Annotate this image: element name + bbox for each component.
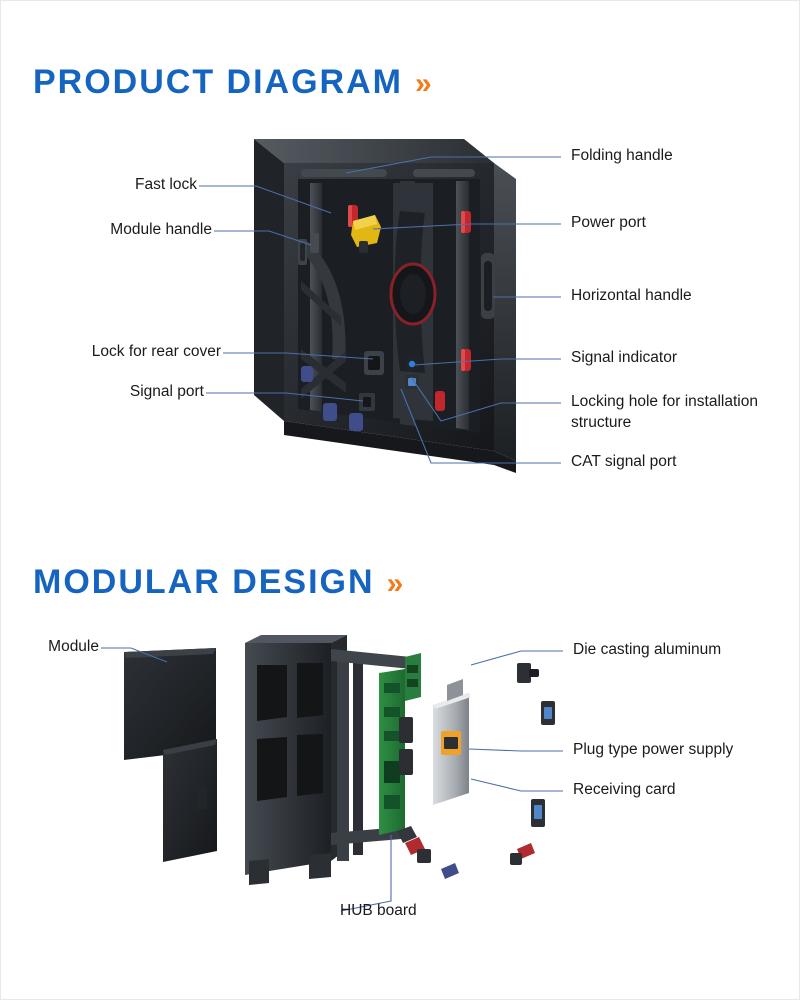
callout-power-port: Power port — [571, 214, 646, 231]
horizontal-handle-part — [481, 253, 495, 319]
callout-signal-indicator: Signal indicator — [571, 349, 677, 366]
callout-module-handle: Module handle — [110, 221, 212, 238]
callout-die-casting-aluminum: Die casting aluminum — [573, 641, 722, 658]
callout-horizontal-handle: Horizontal handle — [571, 287, 692, 304]
callout-plug-type-power-supply: Plug type power supply — [573, 741, 734, 758]
product-diagram-illustration — [1, 121, 800, 521]
section-title-text: MODULAR DESIGN — [33, 563, 375, 601]
power-supply-part — [433, 679, 471, 805]
section-title-product-diagram — [33, 63, 432, 102]
led-module-parts — [124, 648, 217, 862]
callout-cat-signal-port: CAT signal port — [571, 453, 677, 470]
modular-design-illustration — [1, 621, 800, 961]
product-sheet — [1, 1, 800, 1001]
callout-hub-board: HUB board — [340, 902, 417, 919]
callout-signal-port: Signal port — [129, 383, 204, 400]
callout-folding-handle: Folding handle — [571, 147, 673, 164]
receiving-card-part — [405, 653, 421, 701]
callout-module: Module — [48, 638, 99, 655]
callout-receiving-card: Receiving card — [573, 781, 676, 798]
callout-fast-lock: Fast lock — [134, 176, 197, 193]
rear-cover-lock-part — [364, 351, 384, 375]
chevron-right-icon: » — [414, 66, 432, 100]
signal-indicator-part — [406, 357, 418, 371]
section-title-text: PRODUCT DIAGRAM — [33, 63, 403, 101]
section-title-modular-design — [33, 563, 403, 602]
callout-lock-for-rear-cover: Lock for rear cover — [91, 343, 221, 360]
callout-locking-hole: Locking hole for installation structure — [571, 393, 758, 431]
chevron-right-icon: » — [386, 566, 404, 600]
